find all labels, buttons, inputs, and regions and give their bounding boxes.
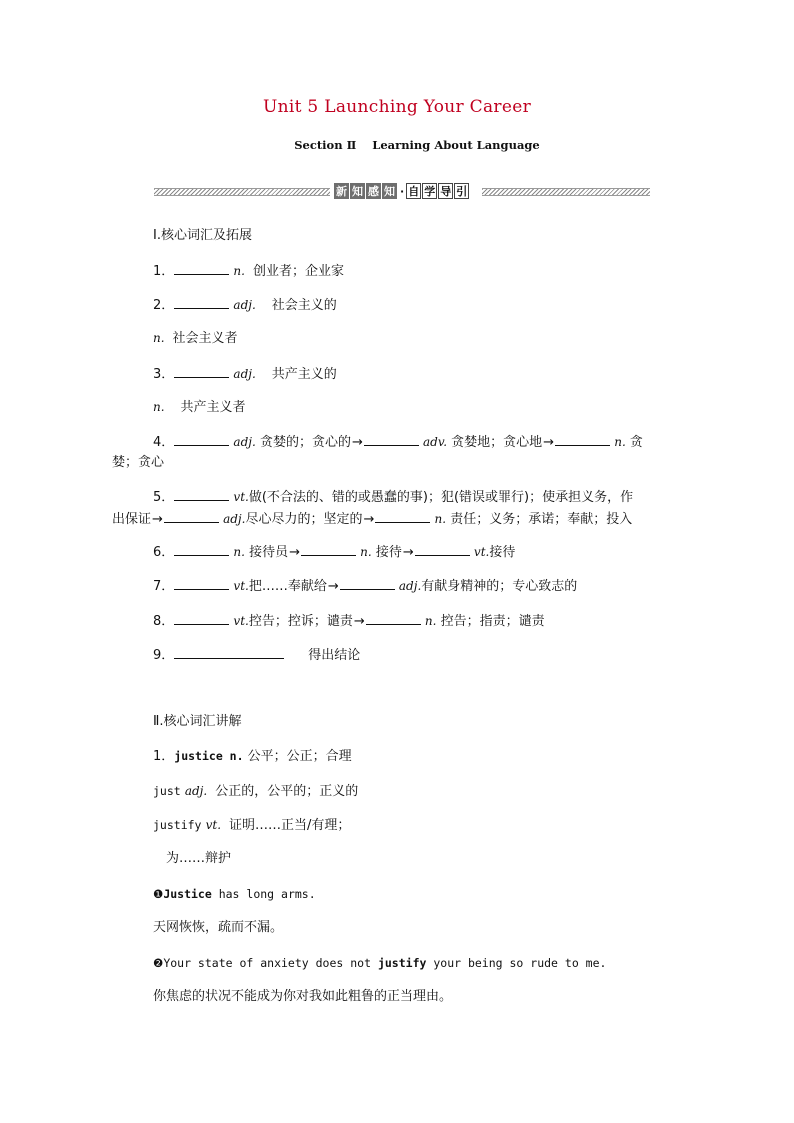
part-of-speech: adj. [233, 435, 256, 449]
vocab-item-8 [153, 611, 545, 631]
part-of-speech: adj. [398, 579, 422, 593]
entry-justify-cont: 为……辩护 [166, 851, 232, 866]
part-of-speech: vt. [205, 818, 222, 832]
part-of-speech: n. [233, 264, 245, 278]
arrow-icon: → [402, 545, 414, 560]
section-subtitle [0, 138, 794, 152]
entry-just [153, 782, 358, 801]
item-meaning: 社会主义的 [271, 298, 337, 313]
item-meaning: 尽心尽力的；坚定的 [245, 512, 363, 527]
item-meaning: 有献身精神的；专心致志的 [421, 579, 578, 594]
vocab-item-4-cont: 婪；贪心 [112, 455, 165, 470]
part-of-speech: vt. [233, 579, 249, 593]
vocab-item-1 [153, 261, 344, 281]
item-number: 5． [153, 490, 175, 505]
arrow-icon: → [351, 435, 363, 450]
entry-word: justify [153, 818, 202, 832]
answer-blank[interactable] [174, 295, 229, 309]
part-of-speech: vt. [233, 614, 249, 628]
item-meaning: 把……奉献给 [248, 579, 327, 594]
answer-blank[interactable] [301, 542, 356, 556]
answer-blank[interactable] [174, 432, 229, 446]
item-meaning: 贪 [629, 435, 643, 450]
item-meaning: 控告；控诉；谴责 [248, 614, 353, 629]
item-meaning: 控告；指责；谴责 [440, 614, 545, 629]
answer-blank[interactable] [366, 611, 421, 625]
example-marker: ❷ [153, 956, 164, 970]
part-of-speech: adj. [184, 784, 208, 798]
arrow-icon: → [327, 579, 339, 594]
banner-char: 自 [408, 185, 420, 198]
answer-blank[interactable] [415, 542, 470, 556]
page-title: Unit 5 Launching Your Career [262, 97, 531, 117]
banner-char: 知 [384, 185, 395, 198]
arrow-icon: → [543, 435, 555, 450]
answer-blank[interactable] [174, 261, 229, 275]
item-meaning: 得出结论 [308, 648, 361, 663]
example-1 [153, 885, 316, 903]
banner-char: 引 [456, 185, 468, 198]
answer-blank[interactable] [340, 576, 395, 590]
answer-blank[interactable] [174, 576, 229, 590]
part-of-speech: adj. [233, 367, 256, 381]
entry-meaning: 公正的，公平的；正义的 [215, 784, 359, 799]
part-of-speech: adj. [233, 298, 256, 312]
entry-justify [153, 816, 350, 835]
banner-char: 导 [440, 185, 452, 198]
entry-word: just [153, 784, 181, 798]
part-of-speech: n. [360, 545, 372, 559]
section-title: Learning About Language [372, 138, 540, 152]
banner-hatch-right [482, 188, 650, 196]
part-of-speech: adj. [223, 512, 246, 526]
answer-blank[interactable] [174, 611, 229, 625]
answer-blank[interactable] [174, 364, 229, 378]
item-number: 8． [153, 614, 175, 629]
highlight-word: Justice [163, 887, 212, 901]
part-of-speech: adv. [423, 435, 448, 449]
item-meaning: 创业者；企业家 [252, 264, 344, 279]
example-text: Your state of anxiety does not [163, 956, 378, 970]
example-2 [153, 954, 606, 972]
part-of-speech: vt. [473, 545, 490, 559]
section-banner [154, 182, 650, 200]
highlight-word: justify [377, 956, 427, 970]
part1-heading: Ⅰ.核心词汇及拓展 [153, 228, 252, 243]
vocab-item-9 [153, 645, 360, 665]
part-of-speech: n. [233, 545, 245, 559]
item-meaning: 共产主义者 [180, 400, 246, 415]
banner-char: 感 [368, 185, 379, 198]
item-number: 6． [153, 545, 175, 560]
part2-heading: Ⅱ.核心词汇讲解 [153, 714, 242, 729]
arrow-icon: → [289, 545, 301, 560]
arrow-icon: → [152, 512, 163, 527]
part-of-speech: n. [424, 614, 437, 628]
section-label: Section Ⅱ [294, 138, 357, 152]
item-meaning: 出保证 [112, 512, 152, 527]
item-number: 1． [153, 749, 175, 764]
item-number: 2． [153, 298, 175, 313]
banner-hatch-left [154, 188, 330, 196]
answer-blank[interactable] [555, 432, 610, 446]
answer-blank[interactable] [375, 509, 430, 523]
item-meaning: 贪婪的；贪心的 [259, 435, 351, 450]
arrow-icon: → [363, 512, 375, 527]
banner-char: 知 [352, 185, 363, 198]
item-number: 3． [153, 367, 175, 382]
banner-char: 学 [424, 185, 436, 198]
answer-blank[interactable] [164, 509, 219, 523]
entry-meaning: 公平；公正；合理 [247, 749, 352, 764]
entry-word: justice n. [174, 749, 244, 763]
item-meaning: 社会主义者 [172, 331, 238, 346]
vocab-item-5 [153, 487, 633, 507]
answer-blank[interactable] [174, 542, 229, 556]
part-of-speech: vt. [233, 490, 249, 504]
part-of-speech: n. [153, 331, 165, 345]
entry-meaning: 证明……正当/有理； [229, 818, 351, 833]
example-text: has long arms. [211, 887, 316, 901]
answer-blank[interactable] [174, 645, 284, 659]
vocab-item-4 [153, 432, 643, 452]
arrow-icon: → [353, 614, 365, 629]
part-of-speech: n. [153, 400, 165, 414]
example-2-translation: 你焦虑的状况不能成为你对我如此粗鲁的正当理由。 [153, 989, 453, 1004]
item-meaning: 接待员 [249, 545, 289, 560]
example-1-translation: 天网恢恢，疏而不漏。 [153, 920, 284, 935]
vocab-item-7 [153, 576, 577, 596]
item-meaning: 贪婪地；贪心地 [451, 435, 543, 450]
entry-justice [153, 747, 352, 766]
banner-char: 新 [336, 185, 347, 198]
item-number: 9． [153, 648, 175, 663]
answer-blank[interactable] [174, 487, 229, 501]
item-number: 1． [153, 264, 175, 279]
vocab-item-6 [153, 542, 515, 562]
item-meaning: 接待 [489, 545, 516, 560]
vocab-item-3 [153, 364, 337, 384]
vocab-item-3-noun [153, 398, 246, 417]
item-number: 4． [153, 435, 175, 450]
example-text: your being so rude to me. [426, 956, 607, 970]
vocab-item-2-noun [153, 329, 238, 348]
item-meaning: 接待 [375, 545, 402, 560]
item-meaning: 责任；义务；承诺；奉献；投入 [450, 512, 633, 527]
example-marker: ❶ [153, 887, 164, 901]
part-of-speech: n. [614, 435, 626, 449]
vocab-item-5-cont [112, 509, 632, 529]
item-number: 7． [153, 579, 175, 594]
item-meaning: 共产主义的 [271, 367, 337, 382]
answer-blank[interactable] [364, 432, 419, 446]
banner-dot: · [400, 184, 405, 198]
item-meaning: 做(不合法的、错的或愚蠢的事)；犯(错误或罪行)；使承担义务，作 [248, 490, 634, 505]
part-of-speech: n. [434, 512, 447, 526]
banner-badge [334, 182, 470, 200]
vocab-item-2 [153, 295, 337, 315]
